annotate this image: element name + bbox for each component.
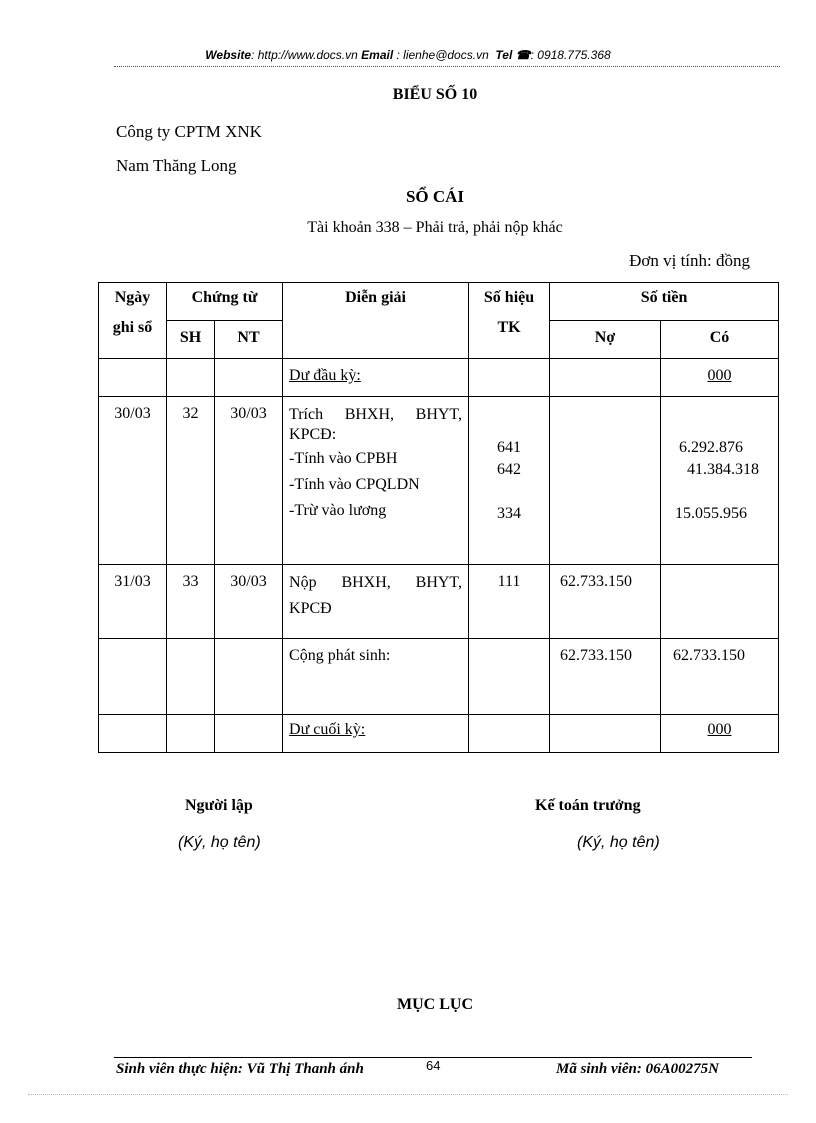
footer-student-name: Sinh viên thực hiện: Vũ Thị Thanh ánh (116, 1061, 364, 1077)
voucher-header: Chứng từ (167, 283, 283, 321)
row1-sh: 32 (167, 397, 215, 565)
row1-account-642: 642 (497, 461, 522, 478)
row2-nt: 30/03 (215, 565, 283, 639)
empty-cell (167, 715, 215, 753)
page-number: 64 (426, 1058, 441, 1073)
table-of-contents-heading: MỤC LỤC (397, 996, 473, 1013)
opening-balance-row (99, 359, 779, 397)
table-row (99, 565, 779, 639)
empty-cell (469, 359, 550, 397)
empty-cell (661, 565, 779, 639)
empty-cell (215, 639, 283, 715)
chief-accountant-title: Kế toán trưởng (535, 797, 641, 814)
ledger-title: SỔ CÁI (405, 187, 465, 206)
page-header (0, 48, 816, 62)
closing-balance-row (99, 715, 779, 753)
email-value: : lienhe@docs.vn (393, 48, 489, 62)
empty-cell (167, 639, 215, 715)
opening-balance-credit: 000 (707, 367, 732, 384)
row1-accounts (469, 397, 550, 565)
row2-sh: 33 (167, 565, 215, 639)
total-debit: 62.733.150 (550, 639, 661, 715)
preparer-title: Người lập (185, 797, 253, 814)
preparer-sign-note: (Ký, họ tên) (178, 834, 261, 851)
empty-cell (469, 715, 550, 753)
empty-cell (469, 639, 550, 715)
description-header: Diễn giải (283, 283, 469, 359)
website-value: : http://www.docs.vn (251, 48, 358, 62)
total-row (99, 639, 779, 715)
company-name-line1: Công ty CPTM XNK (116, 122, 262, 141)
row2-debit: 62.733.150 (550, 565, 661, 639)
sh-header: SH (167, 321, 215, 359)
empty-cell (167, 359, 215, 397)
form-title: BIỂU SỐ 10 (392, 86, 478, 103)
closing-balance-credit: 000 (707, 721, 732, 738)
tel-label: Tel ☎ (495, 48, 531, 62)
credit-header: Có (661, 321, 779, 359)
row2-description (283, 565, 469, 639)
date-header-cell (99, 283, 167, 359)
row1-desc-line3: -Tính vào CPBH (289, 450, 398, 467)
debit-header: Nợ (550, 321, 661, 359)
table-header-row (99, 283, 779, 321)
empty-cell (550, 359, 661, 397)
row2-account: 111 (469, 565, 550, 639)
row1-credit-3: 15.055.956 (675, 505, 748, 522)
tel-value: : 0918.775.368 (530, 48, 611, 62)
footer-student-id: Mã sinh viên: 06A00275N (556, 1061, 719, 1077)
empty-cell (99, 639, 167, 715)
closing-balance-label: Dư cuối kỳ: (289, 721, 366, 738)
row1-account-641: 641 (497, 439, 522, 456)
row1-desc-line1: Trích BHXH, BHYT, (289, 406, 463, 423)
row2-desc-line1: Nộp BHXH, BHYT, (289, 574, 463, 591)
company-name-line2: Nam Thăng Long (116, 156, 237, 175)
amount-header: Số tiền (550, 283, 779, 321)
row1-credit-1: 6.292.876 (679, 439, 744, 456)
chief-accountant-sign-note: (Ký, họ tên) (577, 834, 660, 851)
empty-cell (99, 359, 167, 397)
empty-cell (550, 715, 661, 753)
row1-nt: 30/03 (215, 397, 283, 565)
row1-account-334: 334 (497, 505, 522, 522)
account-header-line2: TK (497, 319, 521, 336)
row2-date: 31/03 (99, 565, 167, 639)
opening-balance-label: Dư đầu kỳ: (289, 367, 361, 384)
account-title: Tài khoản 338 – Phải trả, phải nộp khác (307, 219, 563, 236)
ledger-table (98, 282, 779, 753)
date-header-line1: Ngày (114, 289, 151, 306)
empty-cell (215, 359, 283, 397)
account-number-header-cell (469, 283, 550, 359)
date-header-line2: ghi sổ (112, 319, 153, 336)
total-label: Cộng phát sinh: (283, 639, 469, 715)
empty-cell (99, 715, 167, 753)
currency-unit: Đơn vị tính: đồng (629, 251, 750, 270)
row1-desc-line5: -Trừ vào lương (289, 502, 387, 519)
nt-header: NT (215, 321, 283, 359)
row1-desc-line2: KPCĐ: (289, 426, 337, 443)
account-header-line1: Số hiệu (483, 289, 535, 306)
email-label: Email (361, 48, 394, 62)
row1-credit-2: 41.384.318 (687, 461, 760, 478)
website-label: Website (205, 48, 252, 62)
row1-date: 30/03 (99, 397, 167, 565)
page-bottom-divider (28, 1094, 788, 1095)
empty-cell (550, 397, 661, 565)
table-row (99, 397, 779, 565)
total-credit: 62.733.150 (661, 639, 779, 715)
header-divider (114, 66, 780, 67)
row1-description (283, 397, 469, 565)
empty-cell (215, 715, 283, 753)
row1-credits (661, 397, 779, 565)
row1-desc-line4: -Tính vào CPQLDN (289, 476, 420, 493)
row2-desc-line2: KPCĐ (289, 600, 332, 617)
